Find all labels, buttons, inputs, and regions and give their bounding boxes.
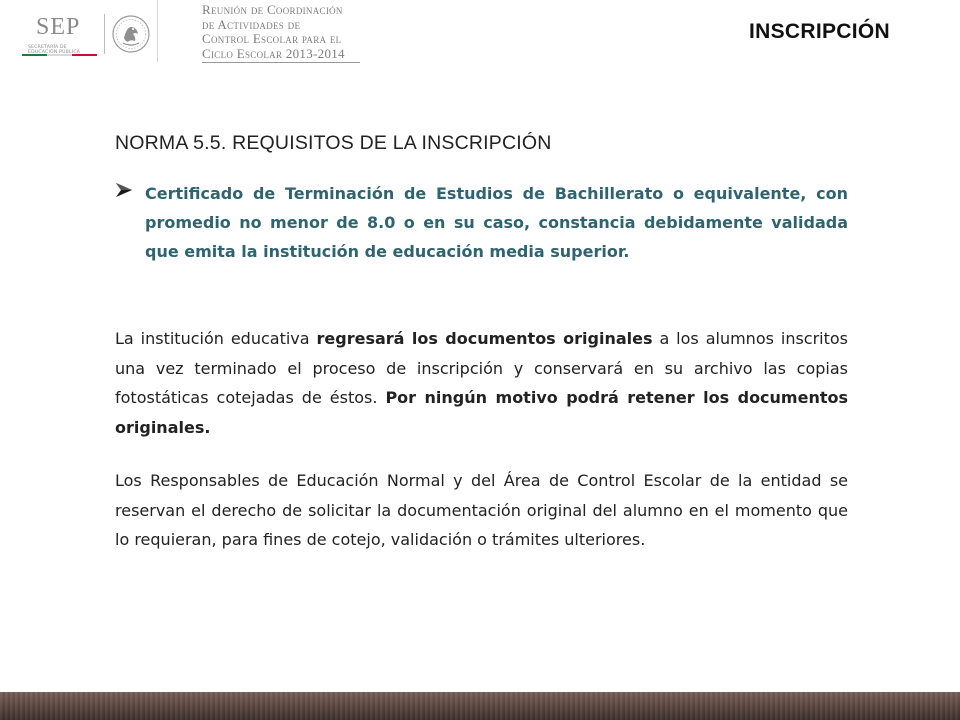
sep-logo-subtitle: SECRETARÍA DE EDUCACIÓN PÚBLICA: [28, 45, 81, 56]
requirement-text: Certificado de Terminación de Estudios de Bachillerato o equivalente, con promedio no menor de 8.0 o en su caso, constancia debidamente validada que emita la institución de educación media superior.: [145, 184, 848, 261]
event-title-underline: [202, 62, 360, 63]
sep-logo-text: SEP: [36, 14, 81, 40]
header-divider: [104, 14, 105, 54]
sep-logo: [22, 14, 97, 56]
paragraph-documents-return: La institución educativa regresará los documentos originales a los alumnos inscritos una vez terminado el proceso de inscripción y conservará en su archivo las copias fotostáticas cotejadas de éstos. Por ningún motivo podrá retener los documentos originales.: [115, 329, 849, 437]
header: [0, 0, 960, 78]
footer-texture: [0, 692, 960, 720]
footer-bar: [0, 692, 960, 720]
paragraph-responsibles: Los Responsables de Educación Normal y del Área de Control Escolar de la entidad se reservan el derecho de solicitar la documentación original del alumno en el momento que lo requieran, para fines de cotejo, validación o trámites ulteriores.: [115, 471, 848, 549]
national-seal-icon: [111, 12, 151, 56]
slide-content: [115, 132, 848, 579]
norm-heading: NORMA 5.5. REQUISITOS DE LA INSCRIPCIÓN: [115, 132, 552, 154]
event-title: Reunión de Coordinación de Actividades de Control Escolar para el Ciclo Escolar 2013-2014: [202, 2, 345, 61]
sep-logo-color-bar: [22, 41, 97, 43]
requirement-bullet: [115, 179, 848, 266]
section-title: INSCRIPCIÓN: [749, 20, 890, 43]
header-divider-2: [157, 0, 158, 62]
arrow-bullet-icon: [115, 182, 133, 198]
